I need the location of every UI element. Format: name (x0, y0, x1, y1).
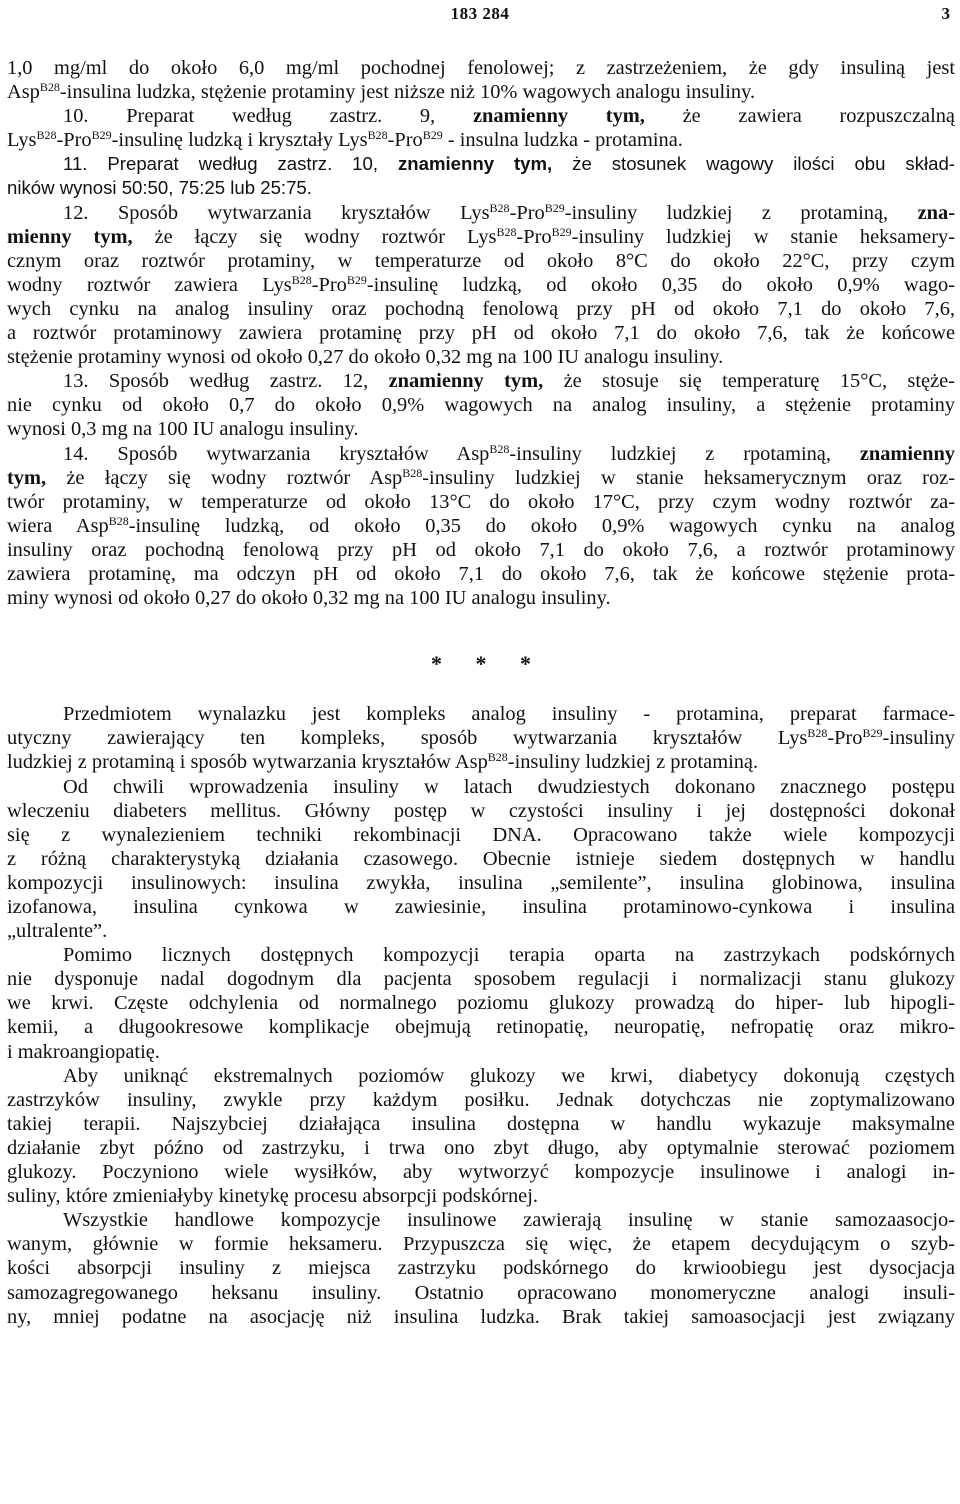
claim-number-text: 14. Sposób wytwarzania kryształów Asp (63, 442, 490, 465)
text-fragment: Lys (7, 129, 37, 152)
claim-number-text: 10. Preparat według zastrz. 9, (63, 105, 436, 128)
text-fragment: wodny roztwór zawiera Lys (7, 273, 292, 296)
claim-13-line: wynosi 0,3 mg na 100 IU analogu insuliny. (7, 418, 359, 441)
claim-12-line: a roztwór protaminowy zawiera protaminę przy pH od około 7,1 do około 7,6, tak że końcowe (7, 322, 955, 345)
text-fragment: Asp (7, 81, 40, 104)
claim-13-line: nie cynku od około 0,7 do około 0,9% wagowych na analog insuliny, a stężenie protaminy (7, 394, 955, 417)
description-line: suliny, które zmieniałyby kinetykę procesu absorpcji podskórnej. (7, 1185, 538, 1208)
text-fragment: utyczny zawierający ten kompleks, sposób wytwarzania kryształów Lys (7, 727, 808, 750)
description-line: wleczeniu diabeters mellitus. Główny postęp w czystości insuliny i jej dostępności dokonał (7, 799, 955, 822)
superscript: B28 (367, 128, 388, 143)
page-body (7, 56, 955, 1329)
text-fragment: -Pro (509, 201, 545, 224)
text-fragment: -Pro (827, 727, 863, 750)
text-fragment: że łączy się wodny roztwór Lys (154, 225, 497, 248)
text-fragment: -insuliny ludzkiej z protaminą, (564, 201, 889, 224)
claim-9-text-line (7, 80, 955, 104)
claims-section (7, 56, 955, 610)
claim-12-line (7, 273, 955, 297)
claim-number-text: 12. Sposób wytwarzania kryształów Lys (63, 201, 490, 224)
description-line: z różną charakterystyką działania czasowego. Obecnie istnieje siedem dostępnych w handlu (7, 847, 955, 870)
claim-11-line: ników wynosi 50:50, 75:25 lub 25:75. (7, 177, 312, 199)
description-line: izofanowa, insulina cynkowa w zawiesinie, insulina protaminowo-cynkowa i insulina (7, 896, 955, 918)
claim-14-line (7, 442, 955, 466)
section-gap (7, 694, 955, 702)
claim-10-line (7, 128, 955, 152)
superscript: B28 (108, 513, 129, 528)
text-fragment: że stosunek wagowy ilości obu skład- (572, 153, 955, 175)
description-line: Przedmiotem wynalazku jest kompleks analog insuliny - protamina, preparat farmace- (63, 703, 955, 726)
text-fragment: -insulinę ludzką, od około 0,35 do około 0,9% wago- (366, 273, 955, 296)
section-gap (7, 610, 955, 634)
description-line: glukozy. Poczyniono wiele wysiłków, aby wytworzyć kompozycje insulinowe i analogi in- (7, 1161, 955, 1184)
superscript: B28 (489, 441, 510, 456)
claim-10-line (7, 104, 955, 128)
superscript: B28 (36, 128, 57, 143)
description-line: kemii, a długookresowe komplikacje obejmują retinopatię, neuropatię, nefropatię oraz mikro- (7, 1016, 955, 1039)
claim-14-line: twór protaminy, w temperaturze od około 13°C do około 17°C, przy czym wodny roztwór za- (7, 490, 955, 513)
description-line: kości absorpcji insuliny z miejsca zastrzyku podskórnego do krwioobiegu jest dysocjacja (7, 1257, 955, 1280)
superscript: B28 (489, 200, 510, 215)
text-fragment: że stosuje się temperaturę 15°C, stęże- (563, 370, 955, 393)
superscript: B28 (807, 726, 828, 741)
superscript: B29 (91, 128, 112, 143)
superscript: B28 (487, 750, 508, 765)
claim-11-line (7, 152, 955, 176)
description-line: nie dysponuje nadal dogodnym dla pacjenta sposobem regulacji i normalizacji stanu glukozy (7, 968, 955, 991)
superscript: B29 (346, 272, 367, 287)
description-line: Wszystkie handlowe kompozycje insulinowe zawierają insulinę w stanie samozaasocjo- (63, 1209, 955, 1232)
description-line: działanie zbyt późno od zastrzyku, i trwa ono zbyt długo, aby optymalnie sterować poziomem (7, 1136, 955, 1159)
claim-bold-text: znamienny tym, (472, 105, 645, 128)
superscript: B29 (551, 224, 572, 239)
text-fragment: -Pro (516, 225, 552, 248)
claim-bold-text: tym, (7, 466, 47, 489)
text-fragment: ludzkiej z protaminą i sposób wytwarzania kryształów Asp (7, 751, 488, 774)
text-fragment: -insuliny ludzkiej z protaminą. (507, 751, 759, 774)
superscript: B28 (291, 272, 312, 287)
document-number: 183 284 (450, 4, 510, 23)
claim-14-line: zawiera protaminę, ma odczyn pH od około 7,1 do około 7,6, tak że końcowe stężenie prota- (7, 562, 955, 585)
claim-12-line (7, 225, 955, 249)
text-fragment: -insulinę ludzką, od około 0,35 do około 0,9% wagowych cynku na analog (128, 514, 955, 537)
description-line: takiej terapii. Najszybciej działająca insulina dostępna w handlu wykazuje maksymalne (7, 1112, 955, 1135)
claim-bold-text: znamienny (859, 442, 955, 465)
text-fragment: -insuliny ludzkiej z rpotaminą, (509, 442, 831, 465)
claim-12-line (7, 201, 955, 225)
text-fragment: wiera Asp (7, 514, 109, 537)
claim-9-text-line: 1,0 mg/ml do około 6,0 mg/ml pochodnej fenolowej; z zastrzeżeniem, że gdy insuliną jest (7, 57, 955, 79)
description-line: samozagregowanego heksanu insuliny. Ostatnio opracowano monomeryczne analogi insuli- (7, 1281, 955, 1304)
description-line: wanym, głównie w formie heksameru. Przypuszcza się więc, że etapem decydującym o szyb- (7, 1233, 955, 1256)
claim-14-line: insuliny oraz pochodną fenolową przy pH od około 7,1 do około 7,6, a roztwór protaminowy (7, 538, 955, 561)
claim-12-line: cznym oraz roztwór protaminy, w temperaturze od około 8°C do około 22°C, przy czym (7, 249, 955, 272)
text-fragment: -insuliny ludzkiej w stanie heksamery- (571, 225, 955, 248)
superscript: B29 (862, 726, 883, 741)
claim-14-line: miny wynosi od około 0,27 do około 0,32 mg na 100 IU analogu insuliny. (7, 587, 611, 610)
superscript: B29 (544, 200, 565, 215)
superscript: B28 (39, 80, 60, 95)
description-line: i makroangiopatię. (7, 1040, 160, 1063)
claim-12-line: wych cynku na analog insuliny oraz pochodną fenolową przy pH od około 7,1 do około 7,6, (7, 297, 955, 320)
description-section (7, 702, 955, 1328)
page-number: 3 (941, 4, 950, 23)
description-line: kompozycji insulinowych: insulina zwykła, insulina „semilente”, insulina globinowa, insulina (7, 871, 955, 894)
claim-13-line (7, 369, 955, 393)
description-line: zastrzyków insuliny, zwykle przy każdym posiłku. Jednak dotychczas nie zoptymalizowano (7, 1088, 955, 1111)
text-fragment: -insuliny (882, 727, 955, 750)
superscript: B28 (496, 224, 517, 239)
description-line: Aby uniknąć ekstremalnych poziomów glukozy we krwi, diabetycy dokonują częstych (63, 1064, 955, 1087)
description-line: Od chwili wprowadzenia insuliny w latach dwudziestych dokonano znacznego postępu (63, 775, 955, 798)
text-fragment: - insulna ludzka - protamina. (442, 129, 683, 152)
claim-14-line (7, 466, 955, 490)
claim-bold-text: znamienny tym, (388, 370, 544, 393)
page-header (0, 0, 960, 30)
claim-14-line (7, 514, 955, 538)
section-separator: * * * (431, 651, 545, 677)
text-fragment: -Pro (56, 129, 92, 152)
claim-bold-text: znamienny tym, (397, 153, 553, 175)
claim-bold-text: zna- (917, 201, 955, 224)
description-line: we krwi. Częste odchylenia od normalnego poziomu glukozy prowadzą do hiper- lub hipogli- (7, 992, 955, 1015)
text-fragment: że łączy się wodny roztwór Asp (66, 466, 403, 489)
claim-number-text: 11. Preparat według zastrz. 10, (63, 153, 379, 175)
claim-number-text: 13. Sposób według zastrz. 12, (63, 370, 369, 393)
text-fragment: -Pro (387, 129, 423, 152)
text-fragment: -insulinę ludzką i kryształy Lys (111, 129, 368, 152)
description-line (7, 750, 955, 774)
description-line: Pomimo licznych dostępnych kompozycji terapia oparta na zastrzykach podskórnych (63, 944, 955, 967)
superscript: B28 (402, 465, 423, 480)
text-fragment: -insulina ludzka, stężenie protaminy jest niższe niż 10% wagowych analogu insuliny. (59, 81, 756, 104)
superscript: B29 (422, 128, 443, 143)
description-line: ny, mniej podatne na asocjację niż insulina ludzka. Brak takiej samoasocjacji jest związany (7, 1305, 955, 1328)
text-fragment: że zawiera rozpuszczalną (682, 105, 955, 128)
claim-bold-text: mienny tym, (7, 225, 133, 248)
description-line (7, 726, 955, 750)
description-line: się z wynalezieniem techniki rekombinacji DNA. Opracowano także wiele kompozycji (7, 823, 955, 846)
description-line: „ultralente”. (7, 920, 108, 943)
text-fragment: -Pro (311, 273, 347, 296)
claim-12-line: stężenie protaminy wynosi od około 0,27 do około 0,32 mg na 100 IU analogu insuliny. (7, 346, 724, 369)
text-fragment: -insuliny ludzkiej w stanie heksamerycznym oraz roz- (422, 466, 955, 489)
